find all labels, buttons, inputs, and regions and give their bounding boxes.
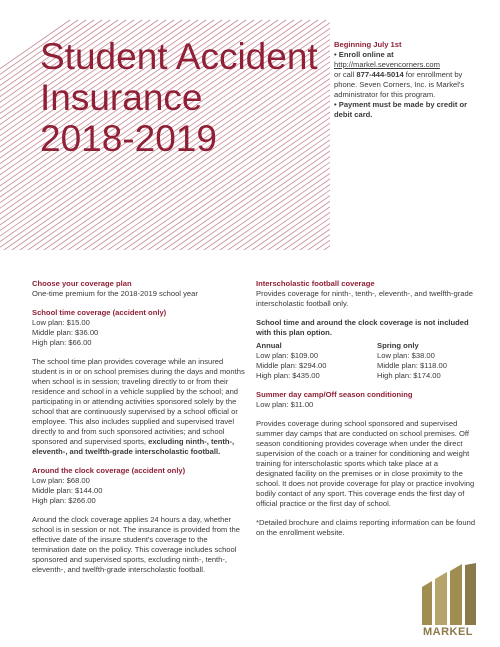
- enroll-call-text: [334, 70, 484, 100]
- markel-logo-icon: [418, 563, 478, 625]
- title-line-3: 2018-2019: [40, 118, 217, 159]
- school-middle-plan: Middle plan: $36.00: [32, 328, 99, 337]
- spring-high-plan: High plan: $174.00: [377, 371, 441, 380]
- summer-description: Provides coverage during school sponsored and supervised summer day camps that are conducted on school premises. Off season conditioning provides coverage when under the direct supervision of the coach or a trainer for conditioning and weight training for interscholastic sports which take place at a designated facility on the premises or in close proximity to the school. It does not provide coverage for play or practice involving bodily contact of any sport. This coverage ends the first day of official practice or the first day of school.: [256, 419, 475, 508]
- right-column: [256, 279, 476, 547]
- call-prefix: or call: [334, 70, 357, 79]
- annual-middle-plan: Middle plan: $294.00: [256, 361, 327, 370]
- summer-heading: Summer day camp/Off season conditioning: [256, 390, 413, 399]
- enroll-url-link[interactable]: http://markel.sevencorners.com: [334, 60, 440, 69]
- around-clock-section: [32, 466, 246, 506]
- annual-high-plan: High plan: $435.00: [256, 371, 320, 380]
- clock-high-plan: High plan: $266.00: [32, 496, 96, 505]
- enroll-online-label: • Enroll online at: [334, 50, 394, 59]
- payment-note: • Payment must be made by credit or debit card.: [334, 100, 468, 119]
- spring-middle-plan: Middle plan: $118.00: [377, 361, 447, 370]
- school-time-heading: School time coverage (accident only): [32, 308, 167, 317]
- enroll-heading: [334, 40, 484, 50]
- school-time-section: [32, 308, 246, 348]
- school-time-description: [32, 357, 246, 457]
- football-text: Provides coverage for ninth-, tenth-, eleventh-, and twelfth-grade interscholastic football only.: [256, 289, 473, 308]
- page-title: [40, 36, 318, 159]
- school-para-exclusion: excluding ninth-, tenth-, eleventh-, and twelfth-grade interscholastic football.: [32, 437, 235, 456]
- choose-plan-section: [32, 279, 246, 299]
- around-clock-description: Around the clock coverage applies 24 hours a day, whether school is in session or not. The insurance is provided from the effective date of the insure student's coverage to the termination date on the policy. This coverage includes school sponsored and supervised sports, excluding ninth-, tenth-, eleventh-, and twelfth-grade interscholastic football.: [32, 515, 240, 574]
- clock-middle-plan: Middle plan: $144.00: [32, 486, 103, 495]
- title-line-2: Insurance: [40, 77, 203, 118]
- football-section: [256, 279, 476, 309]
- choose-plan-heading: Choose your coverage plan: [32, 279, 132, 288]
- enrollment-info: [334, 40, 484, 120]
- markel-logo-text: MARKEL: [422, 626, 474, 638]
- summer-low-plan: Low plan: $11.00: [256, 400, 314, 409]
- title-line-1: Student Accident: [40, 36, 318, 77]
- clock-low-plan: Low plan: $68.00: [32, 476, 90, 485]
- around-clock-heading: Around the clock coverage (accident only): [32, 466, 186, 475]
- footnote: *Detailed brochure and claims reporting information can be found on the enrollment website.: [256, 518, 476, 537]
- school-high-plan: High plan: $66.00: [32, 338, 92, 347]
- spring-plans: [377, 341, 476, 381]
- football-note: School time and around the clock coverage is not included with this plan option.: [256, 318, 469, 337]
- school-low-plan: Low plan: $15.00: [32, 318, 90, 327]
- summer-section: [256, 390, 476, 410]
- football-heading: Interscholastic football coverage: [256, 279, 375, 288]
- football-plans: [256, 341, 476, 381]
- enroll-heading-text: Beginning July 1st: [334, 40, 402, 49]
- spring-low-plan: Low plan: $38.00: [377, 351, 435, 360]
- annual-label: Annual: [256, 341, 282, 350]
- phone-number[interactable]: 877-444-5014: [356, 70, 404, 79]
- school-para-text: The school time plan provides coverage while an insured student is in or on school premises during the days and months when school is in session; traveling directly to or from their residence and school in a vehicle supplied by the school; and participating in or attending activities sponsored solely by the school that are continuously supervised by a school official or employee. This also includes supplied and supervised travel directly to and from such sponsored activities; and school sponsored and supervised sports,: [32, 357, 245, 446]
- annual-plans: [256, 341, 355, 381]
- call-rest: for enrollment by phone. Seven Corners, Inc. is Markel's administrator for this program.: [334, 70, 465, 99]
- spring-label: Spring only: [377, 341, 419, 350]
- left-column: [32, 279, 246, 584]
- choose-plan-text: One-time premium for the 2018-2019 school year: [32, 289, 198, 298]
- annual-low-plan: Low plan: $109.00: [256, 351, 319, 360]
